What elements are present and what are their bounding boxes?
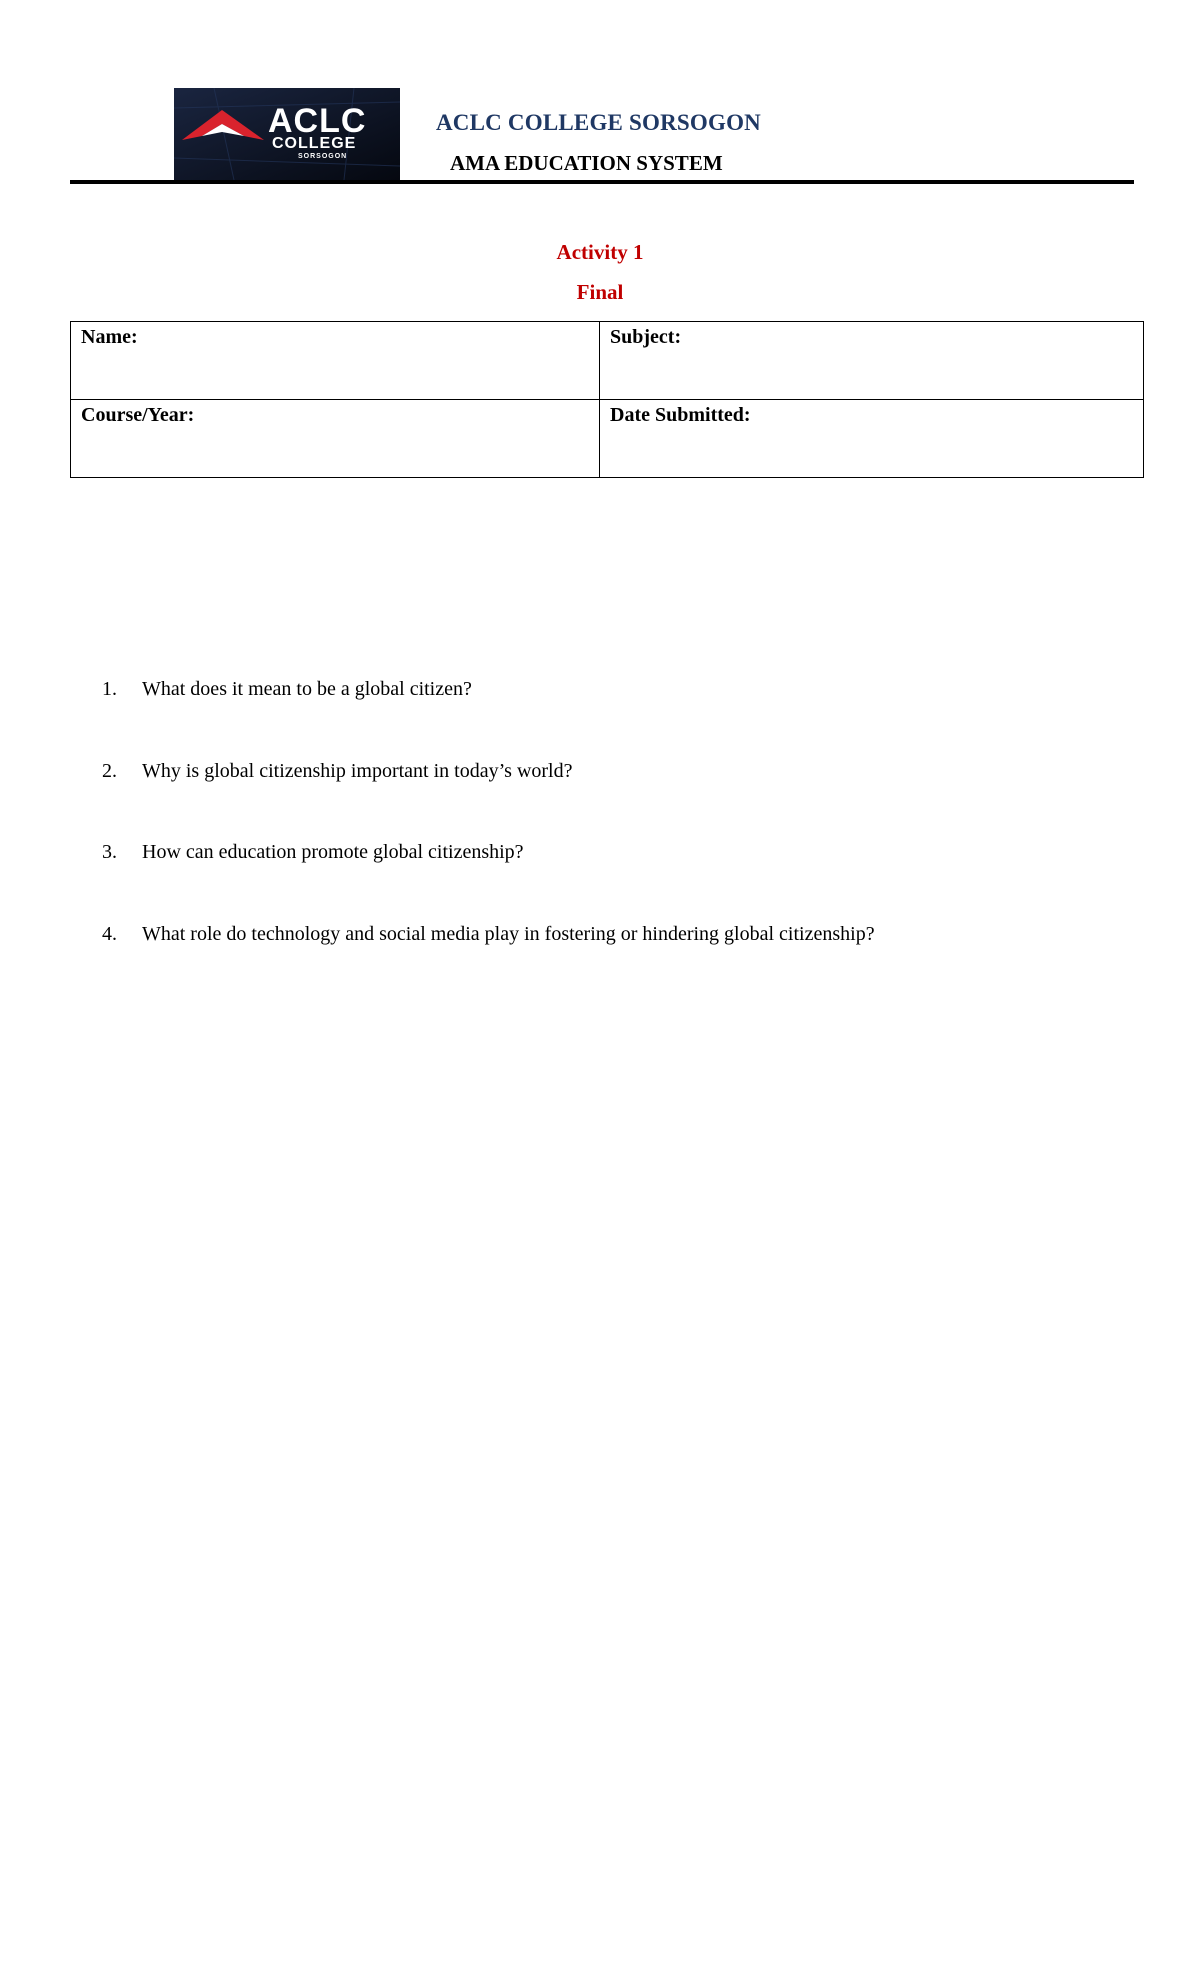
- course-year-label: Course/Year:: [81, 404, 195, 426]
- question-item: [102, 841, 1142, 923]
- education-system-name: AMA EDUCATION SYSTEM: [450, 151, 723, 175]
- table-row: [71, 400, 1144, 478]
- question-number: 2.: [102, 759, 117, 782]
- name-label: Name:: [81, 326, 138, 348]
- question-text: What role do technology and social media play in fostering or hindering global citizenship?: [142, 922, 875, 945]
- question-text: How can education promote global citizenship?: [142, 841, 524, 863]
- aclc-college-logo: [174, 88, 400, 180]
- name-field[interactable]: [71, 322, 600, 400]
- school-name: ACLC COLLEGE SORSOGON: [436, 110, 761, 135]
- svg-text:SORSOGON: SORSOGON: [298, 153, 348, 160]
- question-number: 1.: [102, 678, 117, 700]
- subject-field[interactable]: [600, 322, 1144, 400]
- logo-graphic: [174, 88, 400, 180]
- date-submitted-label: Date Submitted:: [610, 404, 751, 426]
- question-item: [102, 678, 1142, 760]
- table-row: [71, 322, 1144, 400]
- activity-subtitle: Final: [576, 280, 624, 304]
- question-number: 3.: [102, 841, 117, 863]
- student-info-table: [70, 321, 1144, 478]
- subject-label: Subject:: [610, 326, 682, 348]
- question-list: [102, 678, 1142, 1004]
- svg-text:COLLEGE: COLLEGE: [272, 135, 357, 152]
- activity-title: Activity 1: [556, 240, 644, 264]
- question-item: [102, 760, 1142, 842]
- question-text: What does it mean to be a global citizen?: [142, 678, 472, 700]
- header-divider: [70, 180, 1134, 184]
- question-number: 4.: [102, 922, 117, 945]
- question-item: [102, 923, 1142, 1005]
- date-submitted-field[interactable]: [600, 400, 1144, 478]
- question-text: Why is global citizenship important in today’s world?: [142, 759, 573, 782]
- course-year-field[interactable]: [71, 400, 600, 478]
- svg-text:ACLC: ACLC: [268, 102, 367, 140]
